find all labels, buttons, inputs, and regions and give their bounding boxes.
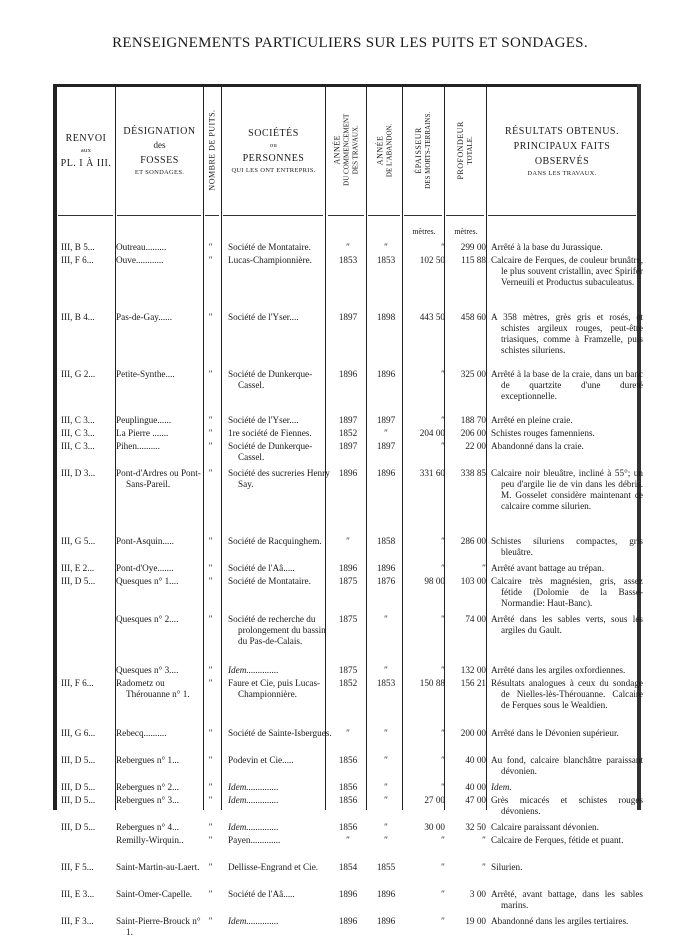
profondeur-cell: 286 00 <box>460 536 486 546</box>
designation-cell: Pont-Asquin..... <box>116 536 174 546</box>
annee-debut-cell: 1896 <box>338 563 358 573</box>
profondeur-cell: 206 00 <box>460 428 486 438</box>
header-annee-abandon <box>367 90 402 210</box>
renvoi-cell: III, C 3... <box>61 441 95 451</box>
table-row <box>53 576 641 614</box>
profondeur-cell: 40 00 <box>465 782 486 792</box>
societe-cell: Dellisse-Engrand et Cie. <box>228 862 319 872</box>
profondeur-cell: ″ <box>482 862 486 872</box>
table-row <box>53 468 641 536</box>
resultat-cell: Arrêté dans le Dévonien supérieur. <box>491 728 619 738</box>
header-rule <box>488 215 636 216</box>
renvoi-cell: III, D 5... <box>61 755 96 765</box>
annee-debut-cell: 1896 <box>338 889 358 899</box>
nombre-cell: ″ <box>208 441 212 451</box>
renvoi-cell: III, D 5... <box>61 576 96 586</box>
table-row <box>53 782 641 795</box>
profondeur-cell: 103 00 <box>460 576 486 586</box>
annee-abandon-cell: 1853 <box>376 678 396 688</box>
annee-abandon-cell: 1858 <box>376 536 396 546</box>
designation-cell: Outreau......... <box>116 242 167 252</box>
profondeur-cell: 132 00 <box>460 665 486 675</box>
header-text: DES MORTS-TERRAINS. <box>424 111 433 189</box>
societe-cell: Société de Sainte-Isbergues. <box>228 728 332 738</box>
resultat-cell: Arrêté, avant battage, dans les sables marins. <box>491 889 643 910</box>
epaisseur-cell: ″ <box>441 782 445 792</box>
table-body <box>53 242 641 943</box>
societe-cell: Idem.............. <box>228 782 279 792</box>
annee-abandon-cell: ″ <box>384 728 388 738</box>
header-resultats <box>487 92 637 210</box>
renvoi-cell: III, F 5... <box>61 862 94 872</box>
nombre-cell: ″ <box>208 428 212 438</box>
societe-cell: Podevin et Cie..... <box>228 755 294 765</box>
header-rule <box>328 215 364 216</box>
epaisseur-cell: 204 00 <box>419 428 445 438</box>
header-text: DANS LES TRAVAUX. <box>527 169 597 177</box>
designation-cell: Rebergues n° 3... <box>116 795 179 805</box>
annee-debut-cell: 1897 <box>338 415 358 425</box>
table-row <box>53 369 641 415</box>
societe-cell: Société de recherche du prolongement du bassin du Pas-de-Calais. <box>228 614 326 646</box>
renvoi-cell: III, D 5... <box>61 822 96 832</box>
resultat-cell: Abandonné dans les argiles tertiaires. <box>491 916 629 926</box>
header-renvoi <box>57 92 115 210</box>
header-text: ANNÉE <box>332 135 342 165</box>
nombre-cell: ″ <box>208 916 212 926</box>
designation-cell: Pas-de-Gay...... <box>116 312 173 322</box>
nombre-cell: ″ <box>208 563 212 573</box>
epaisseur-cell: 443 50 <box>419 312 445 322</box>
wells-table <box>53 84 643 937</box>
renvoi-cell: III, E 2... <box>61 563 95 573</box>
header-text: DES TRAVAUX. <box>351 125 360 175</box>
table-row <box>53 835 641 862</box>
designation-cell: Rebecq.......... <box>116 728 167 738</box>
profondeur-cell: 47 00 <box>465 795 486 805</box>
header-rule <box>368 215 400 216</box>
header-text: TOTALE. <box>466 135 475 165</box>
annee-debut-cell: 1875 <box>338 665 358 675</box>
designation-cell: Pihen.......... <box>116 441 160 451</box>
profondeur-cell: 458 60 <box>460 312 486 322</box>
designation-cell: Rebergues n° 1... <box>116 755 179 765</box>
epaisseur-cell: 331 60 <box>419 468 445 478</box>
nombre-cell: ″ <box>208 755 212 765</box>
resultat-cell: Abandonné dans la craie. <box>491 441 584 451</box>
annee-abandon-cell: ″ <box>384 835 388 845</box>
annee-abandon-cell: 1896 <box>376 369 396 379</box>
societe-cell: Société de l'Yser.... <box>228 415 299 425</box>
epaisseur-cell: ″ <box>441 755 445 765</box>
renvoi-cell: III, G 2... <box>61 369 96 379</box>
renvoi-cell: III, D 3... <box>61 468 96 478</box>
header-text: PERSONNES <box>242 153 305 164</box>
societe-cell: Lucas-Championnière. <box>228 255 312 265</box>
renvoi-cell: III, C 3... <box>61 415 95 425</box>
nombre-cell: ″ <box>208 835 212 845</box>
profondeur-cell: ″ <box>482 563 486 573</box>
header-text: PL. I À III. <box>60 157 112 169</box>
societe-cell: Idem.............. <box>228 822 279 832</box>
nombre-cell: ″ <box>208 665 212 675</box>
annee-debut-cell: ″ <box>346 536 350 546</box>
designation-cell: Peuplingue...... <box>116 415 172 425</box>
table-row <box>53 614 641 665</box>
header-rule <box>404 215 442 216</box>
resultat-cell: Arrêté à la base de la craie, dans un banc de quartzite d'une dureté exceptionnelle. <box>491 369 643 401</box>
resultat-cell: Au fond, calcaire blanchâtre paraissant dévonien. <box>491 755 643 776</box>
epaisseur-cell: 150 88 <box>419 678 445 688</box>
table-row <box>53 755 641 782</box>
societe-cell: Payen............. <box>228 835 281 845</box>
header-text: RÉSULTATS OBTENUS. <box>505 125 619 137</box>
header-designation <box>116 92 203 210</box>
table-row <box>53 441 641 468</box>
renvoi-cell: III, D 5... <box>61 782 96 792</box>
epaisseur-cell: 98 00 <box>424 576 445 586</box>
profondeur-cell: 200 00 <box>460 728 486 738</box>
nombre-cell: ″ <box>208 576 212 586</box>
designation-cell: Ouve............ <box>116 255 164 265</box>
annee-abandon-cell: 1896 <box>376 563 396 573</box>
header-rule <box>205 215 219 216</box>
epaisseur-cell: ″ <box>441 563 445 573</box>
resultat-cell: Arrêté avant battage au trépan. <box>491 563 604 573</box>
renvoi-cell: III, E 3... <box>61 889 95 899</box>
annee-debut-cell: 1854 <box>338 862 358 872</box>
header-rule <box>446 215 484 216</box>
header-text: FOSSES <box>140 154 179 166</box>
table-row <box>53 728 641 755</box>
designation-cell: Saint-Omer-Capelle. <box>116 889 193 899</box>
annee-abandon-cell: ″ <box>384 755 388 765</box>
header-text: RENVOI <box>65 133 107 145</box>
renvoi-cell: III, F 6... <box>61 255 94 265</box>
header-text: SOCIÉTÉS <box>248 128 299 140</box>
resultat-cell: Schistes siluriens compactes, gris bleuâtre. <box>491 536 643 557</box>
annee-abandon-cell: 1855 <box>376 862 396 872</box>
resultat-cell: Silurien. <box>491 862 523 872</box>
annee-debut-cell: 1852 <box>338 428 358 438</box>
annee-abandon-cell: ″ <box>384 795 388 805</box>
resultat-cell: Arrêté dans les argiles oxfordiennes. <box>491 665 626 675</box>
societe-cell: Faure et Cie, puis Lucas-Championnière. <box>228 678 321 699</box>
nombre-cell: ″ <box>208 862 212 872</box>
nombre-cell: ″ <box>208 889 212 899</box>
resultat-cell: Arrêté en pleine craie. <box>491 415 573 425</box>
annee-abandon-cell: 1853 <box>376 255 396 265</box>
epaisseur-cell: ″ <box>441 916 445 926</box>
header-text: PRINCIPAUX FAITS OBSERVÉS <box>513 140 611 167</box>
table-row <box>53 862 641 889</box>
resultat-cell: Idem. <box>491 782 512 792</box>
annee-debut-cell: 1856 <box>338 795 358 805</box>
table-row <box>53 415 641 428</box>
table-row <box>53 665 641 678</box>
annee-abandon-cell: ″ <box>384 665 388 675</box>
societe-cell: Société de Racquinghem. <box>228 536 322 546</box>
unit-profondeur: mètres. <box>454 227 478 236</box>
epaisseur-cell: ″ <box>441 862 445 872</box>
designation-cell: Pont-d'Ardres ou Pont-Sans-Pareil. <box>116 468 201 489</box>
renvoi-cell: III, F 3... <box>61 916 94 926</box>
table-row <box>53 563 641 576</box>
designation-cell: Saint-Pierre-Brouck n° 1. <box>116 916 201 937</box>
resultat-cell: Calcaire paraissant dévonien. <box>491 822 599 832</box>
societe-cell: Société de Dunkerque-Cassel. <box>228 369 313 390</box>
annee-debut-cell: 1897 <box>338 312 358 322</box>
resultat-cell: Calcaire de Ferques, fétide et puant. <box>491 835 624 845</box>
table-row <box>53 312 641 369</box>
societe-cell: Société de Dunkerque-Cassel. <box>228 441 313 462</box>
profondeur-cell: ″ <box>482 835 486 845</box>
societe-cell: Société de l'Aâ..... <box>228 889 295 899</box>
header-text: des <box>153 140 166 151</box>
unit-epaisseur: mètres. <box>412 227 436 236</box>
epaisseur-cell: 27 00 <box>424 795 445 805</box>
resultat-cell: A 358 mètres, grès gris et rosés, et schistes argileux rouges, peut-être triasiques, comme à Framzelle, puis schistes siluriens. <box>491 312 643 355</box>
renvoi-cell: III, C 3... <box>61 428 95 438</box>
header-text: ET SONDAGES. <box>134 168 185 176</box>
nombre-cell: ″ <box>208 614 212 624</box>
resultat-cell: Résultats analogues à ceux du sondage de Nielles-lès-Thérouanne. Calcaire de Ferques sous le Wealdien. <box>491 678 643 710</box>
designation-cell: La Pierre ....... <box>116 428 169 438</box>
header-text: ou <box>269 142 278 150</box>
header-text: DÉSIGNATION <box>123 126 196 138</box>
designation-cell: Quesques n° 1.... <box>116 576 179 586</box>
nombre-cell: ″ <box>208 678 212 688</box>
table-row <box>53 916 641 943</box>
annee-abandon-cell: ″ <box>384 782 388 792</box>
resultat-cell: Arrêté à la base du Jurassique. <box>491 242 603 252</box>
societe-cell: Société de Montataire. <box>228 576 311 586</box>
designation-cell: Quesques n° 2.... <box>116 614 179 624</box>
annee-debut-cell: ″ <box>346 242 350 252</box>
resultat-cell: Calcaire très magnésien, gris, assez fétide (Dolomie de la Basse-Normandie: Haut-Banc). <box>491 576 643 608</box>
annee-debut-cell: 1853 <box>338 255 358 265</box>
table-row <box>53 678 641 728</box>
header-text: NOMBRE DE PUITS. <box>207 109 217 191</box>
nombre-cell: ″ <box>208 415 212 425</box>
nombre-cell: ″ <box>208 728 212 738</box>
profondeur-cell: 19 00 <box>465 916 486 926</box>
nombre-cell: ″ <box>208 242 212 252</box>
table-row <box>53 536 641 563</box>
nombre-cell: ″ <box>208 822 212 832</box>
header-societes <box>222 92 325 210</box>
nombre-cell: ″ <box>208 782 212 792</box>
annee-abandon-cell: ″ <box>384 614 388 624</box>
epaisseur-cell: ″ <box>441 665 445 675</box>
renvoi-cell: III, B 5... <box>61 242 95 252</box>
profondeur-cell: 40 00 <box>465 755 486 765</box>
table-row <box>53 889 641 916</box>
societe-cell: 1re société de Fiennes. <box>228 428 312 438</box>
epaisseur-cell: ″ <box>441 536 445 546</box>
header-rule <box>58 215 113 216</box>
renvoi-cell: III, G 5... <box>61 536 96 546</box>
nombre-cell: ″ <box>208 468 212 478</box>
designation-cell: Rebergues n° 4... <box>116 822 179 832</box>
header-annee-debut <box>326 90 366 210</box>
renvoi-cell: III, D 5... <box>61 795 96 805</box>
designation-cell: Petite-Synthe.... <box>116 369 175 379</box>
epaisseur-cell: 30 00 <box>424 822 445 832</box>
societe-cell: Société de l'Aâ..... <box>228 563 295 573</box>
annee-abandon-cell: 1876 <box>376 576 396 586</box>
profondeur-cell: 188 70 <box>460 415 486 425</box>
annee-debut-cell: 1897 <box>338 441 358 451</box>
annee-abandon-cell: 1898 <box>376 312 396 322</box>
header-text: ANNÉE <box>375 135 385 165</box>
table-top-border <box>53 84 641 87</box>
resultat-cell: Arrêté dans les sables verts, sous les argiles du Gault. <box>491 614 643 635</box>
annee-abandon-cell: 1897 <box>376 441 396 451</box>
epaisseur-cell: 102 50 <box>419 255 445 265</box>
header-rule <box>117 215 201 216</box>
table-row <box>53 255 641 312</box>
annee-debut-cell: 1856 <box>338 822 358 832</box>
annee-abandon-cell: 1897 <box>376 415 396 425</box>
nombre-cell: ″ <box>208 369 212 379</box>
designation-cell: Quesques n° 3.... <box>116 665 179 675</box>
epaisseur-cell: ″ <box>441 242 445 252</box>
resultat-cell: Calcaire noir bleuâtre, incliné à 55°; un peu d'argile lie de vin dans les débris. M. Gosselet considère maintenant ce calcaire comme silurien. <box>491 468 643 511</box>
annee-debut-cell: 1896 <box>338 369 358 379</box>
resultat-cell: Grès micacés et schistes rouges dévoniens. <box>491 795 643 816</box>
annee-abandon-cell: 1896 <box>376 468 396 478</box>
societe-cell: Idem.............. <box>228 795 279 805</box>
designation-cell: Pont-d'Oye....... <box>116 563 174 573</box>
renvoi-cell: III, B 4... <box>61 312 95 322</box>
profondeur-cell: 299 00 <box>460 242 486 252</box>
profondeur-cell: 22 00 <box>465 441 486 451</box>
designation-cell: Remilly-Wirquin.. <box>116 835 184 845</box>
profondeur-cell: 325 00 <box>460 369 486 379</box>
table-row <box>53 795 641 822</box>
societe-cell: Société de l'Yser.... <box>228 312 299 322</box>
epaisseur-cell: ″ <box>441 889 445 899</box>
renvoi-cell: III, G 6... <box>61 728 96 738</box>
profondeur-cell: 338 85 <box>460 468 486 478</box>
annee-debut-cell: 1896 <box>338 468 358 478</box>
annee-debut-cell: 1875 <box>338 576 358 586</box>
header-text: QUI LES ONT ENTREPRIS. <box>231 167 316 174</box>
annee-abandon-cell: 1896 <box>376 916 396 926</box>
profondeur-cell: 74 00 <box>465 614 486 624</box>
societe-cell: Société des sucreries Henry Say. <box>228 468 330 489</box>
profondeur-cell: 156 21 <box>460 678 486 688</box>
header-text: ÉPAISSEUR <box>414 126 424 174</box>
annee-debut-cell: 1856 <box>338 782 358 792</box>
societe-cell: Société de Montataire. <box>228 242 311 252</box>
annee-abandon-cell: ″ <box>384 428 388 438</box>
resultat-cell: Schistes rouges famenniens. <box>491 428 595 438</box>
societe-cell: Idem.............. <box>228 916 279 926</box>
page-title: RENSEIGNEMENTS PARTICULIERS SUR LES PUITS ET SONDAGES. <box>112 35 588 51</box>
epaisseur-cell: ″ <box>441 441 445 451</box>
header-rule <box>223 215 323 216</box>
header-epaisseur <box>403 90 444 210</box>
annee-abandon-cell: 1896 <box>376 889 396 899</box>
annee-debut-cell: ″ <box>346 835 350 845</box>
profondeur-cell: 32 50 <box>465 822 486 832</box>
table-row <box>53 822 641 835</box>
nombre-cell: ″ <box>208 795 212 805</box>
annee-debut-cell: 1896 <box>338 916 358 926</box>
nombre-cell: ″ <box>208 536 212 546</box>
table-row <box>53 428 641 441</box>
annee-abandon-cell: ″ <box>384 822 388 832</box>
epaisseur-cell: ″ <box>441 835 445 845</box>
header-text: aux <box>80 147 92 155</box>
epaisseur-cell: ″ <box>441 728 445 738</box>
nombre-cell: ″ <box>208 312 212 322</box>
annee-debut-cell: 1875 <box>338 614 358 624</box>
header-text: PROFONDEUR <box>456 120 466 180</box>
designation-cell: Radometz ou Thérouanne n° 1. <box>116 678 190 699</box>
societe-cell: Idem.............. <box>228 665 279 675</box>
header-text: DU COMMENCEMENT <box>342 113 351 187</box>
epaisseur-cell: ″ <box>441 369 445 379</box>
annee-debut-cell: 1852 <box>338 678 358 688</box>
nombre-cell: ″ <box>208 255 212 265</box>
annee-debut-cell: ″ <box>346 728 350 738</box>
annee-abandon-cell: ″ <box>384 242 388 252</box>
resultat-cell: Calcaire de Ferques, de couleur brunâtre, le plus souvent cristallin, avec Spirifer Verneuili et Productus subaculeatus. <box>491 255 643 287</box>
epaisseur-cell: ″ <box>441 415 445 425</box>
annee-debut-cell: 1856 <box>338 755 358 765</box>
table-row <box>53 242 641 255</box>
header-nombre <box>204 90 221 210</box>
header-profondeur <box>445 90 486 210</box>
epaisseur-cell: ″ <box>441 614 445 624</box>
profondeur-cell: 115 88 <box>461 255 486 265</box>
header-text: DE L'ABANDON. <box>385 123 394 177</box>
designation-cell: Saint-Martin-au-Laert. <box>116 862 200 872</box>
designation-cell: Rebergues n° 2... <box>116 782 179 792</box>
profondeur-cell: 3 00 <box>469 889 486 899</box>
renvoi-cell: III, F 6... <box>61 678 94 688</box>
